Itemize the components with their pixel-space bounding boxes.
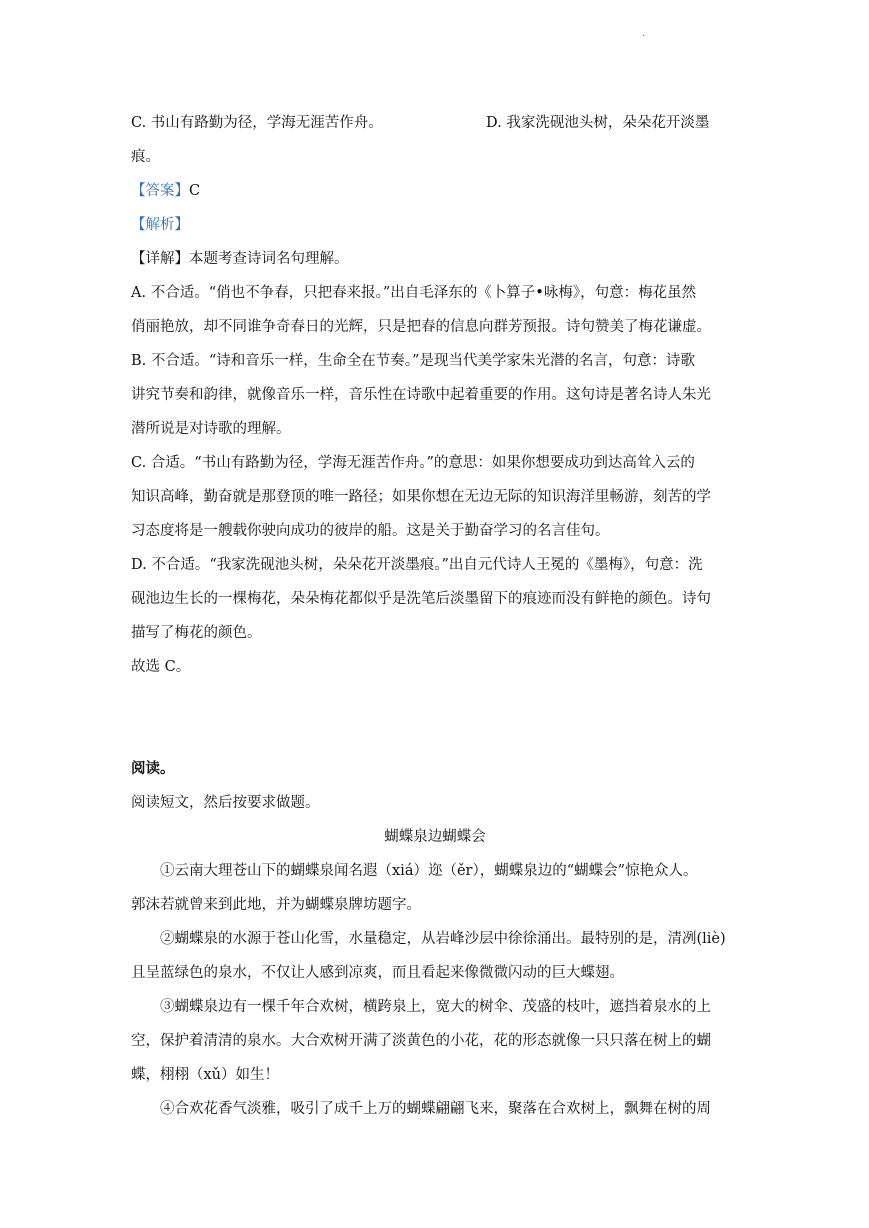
- explanation-line: 知识高峰，勤奋就是那登顶的唯一路径；如果你想在无边无际的知识海洋里畅游，刻苦的学: [131, 489, 711, 505]
- explanation-line: 潜所说是对诗歌的理解。: [131, 421, 291, 437]
- option-d: D. 我家洗砚池头树，朵朵花开淡墨: [486, 115, 710, 131]
- header-dot: .: [642, 28, 646, 39]
- explanation-line: 讲究节奏和韵律，就像音乐一样，音乐性在诗歌中起着重要的作用。这句诗是著名诗人朱光: [131, 387, 711, 403]
- passage-line: ②蝴蝶泉的水源于苍山化雪，水量稳定，从岩峰沙层中徐徐涌出。最特别的是，清冽(liè): [160, 931, 726, 947]
- explanation-a: [131, 280, 739, 348]
- document-page: [131, 110, 739, 1130]
- passage-line: 空，保护着清清的泉水。大合欢树开满了淡黄色的小花，花的形态就像一只只落在树上的蝴: [131, 1033, 711, 1049]
- detail-tag: 【详解】: [131, 251, 189, 267]
- conclusion: 故选 C。: [131, 659, 191, 675]
- explanation-line: 俏丽艳放，却不同谁争奇春日的光辉，只是把春的信息向群芳预报。诗句赞美了梅花谦虚。: [131, 319, 711, 335]
- explanation-line: 描写了梅花的颜色。: [131, 625, 262, 641]
- explanation-line: 砚池边生长的一棵梅花，朵朵梅花都似乎是洗笔后淡墨留下的痕迹而没有鲜艳的颜色。诗句: [131, 591, 711, 607]
- section-gap: [131, 688, 739, 756]
- analysis-tag: 【解析】: [131, 217, 189, 233]
- answer-tag: 【答案】: [131, 183, 189, 199]
- explanation-c: [131, 450, 739, 552]
- passage-line: 且呈蓝绿色的泉水，不仅让人感到凉爽，而且看起来像微微闪动的巨大蝶翅。: [131, 965, 624, 981]
- explanation-d: [131, 552, 739, 654]
- passage-paragraph-4: [131, 1096, 739, 1130]
- reading-heading: 阅读。: [131, 760, 175, 777]
- passage-paragraph-3: [131, 994, 739, 1096]
- explanation-line: D. 不合适。“我家洗砚池头树，朵朵花开淡墨痕。”出自元代诗人王冕的《墨梅》，句意：洗: [131, 557, 703, 573]
- options-row: [131, 110, 739, 144]
- option-d-continued: 痕。: [131, 149, 160, 165]
- answer-value: C: [189, 183, 201, 199]
- detail-line: [131, 246, 739, 280]
- passage-line: ③蝴蝶泉边有一棵千年合欢树，横跨泉上，宽大的树伞、茂盛的枝叶，遮挡着泉水的上: [160, 999, 711, 1015]
- explanation-b: [131, 348, 739, 450]
- explanation-line: 习态度将是一艘载你驶向成功的彼岸的船。这是关于勤奋学习的名言佳句。: [131, 523, 610, 539]
- detail-intro: 本题考查诗词名句理解。: [189, 251, 349, 267]
- answer-line: [131, 178, 739, 212]
- passage-title: 蝴蝶泉边蝴蝶会: [384, 829, 486, 845]
- passage-line: ④合欢花香气淡雅，吸引了成千上万的蝴蝶翩翩飞来，聚落在合欢树上，飘舞在树的周: [160, 1101, 711, 1117]
- passage-line: 郭沫若就曾来到此地，并为蝴蝶泉牌坊题字。: [131, 897, 421, 913]
- passage-paragraph-1: [131, 858, 739, 926]
- passage-line: ①云南大理苍山下的蝴蝶泉闻名遐（xiá）迩（ěr），蝴蝶泉边的“蝴蝶会”惊艳众人。: [160, 863, 698, 879]
- passage-paragraph-2: [131, 926, 739, 994]
- explanation-line: C. 合适。“书山有路勤为径，学海无涯苦作舟。”的意思：如果你想要成功到达高耸入云的: [131, 455, 695, 471]
- reading-instruction: 阅读短文，然后按要求做题。: [131, 795, 320, 811]
- explanation-line: B. 不合适。“诗和音乐一样，生命全在节奏。”是现当代美学家朱光潜的名言，句意：诗歌: [131, 353, 695, 369]
- option-c: C. 书山有路勤为径，学海无涯苦作舟。: [131, 115, 383, 131]
- explanation-line: A. 不合适。“俏也不争春，只把春来报。”出自毛泽东的《卜算子•咏梅》，句意：梅花虽然: [131, 285, 697, 301]
- passage-line: 蝶，栩栩（xǔ）如生！: [131, 1067, 280, 1083]
